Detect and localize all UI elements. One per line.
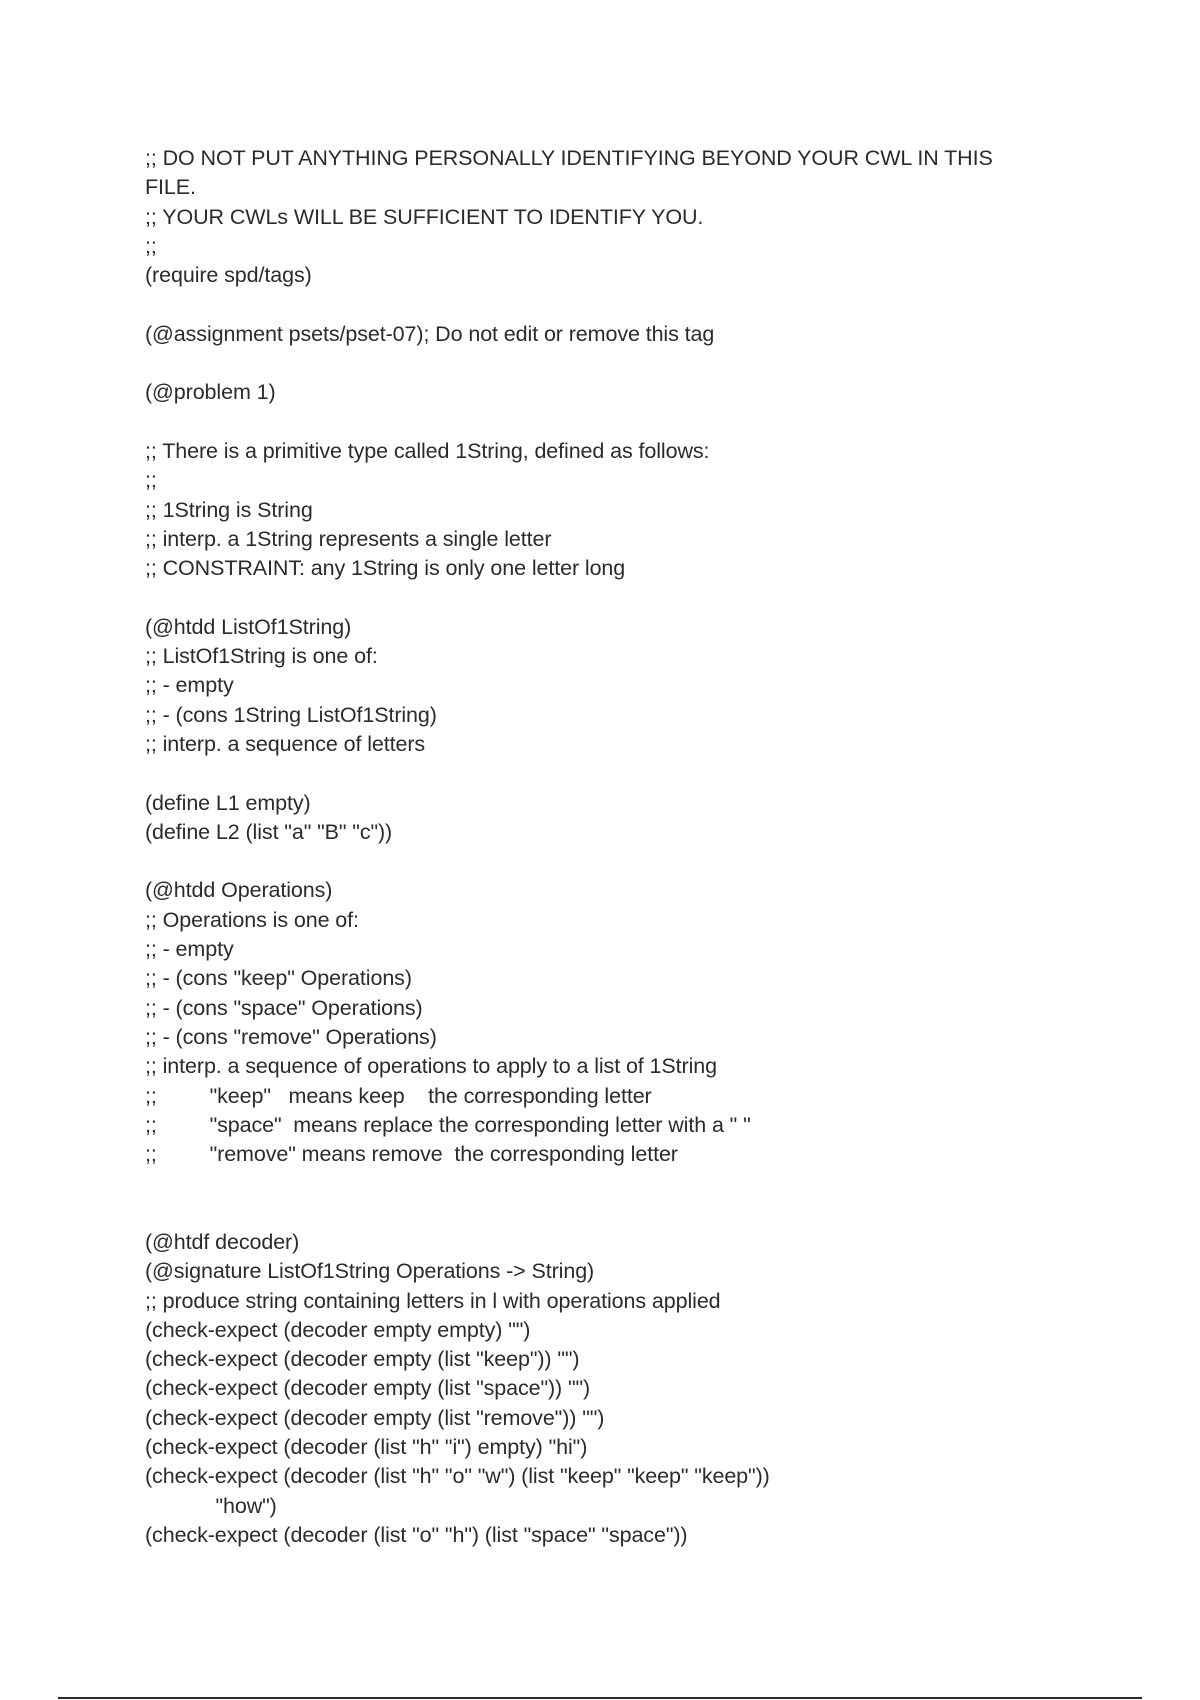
- blank-line: [145, 1199, 1045, 1228]
- comment-line: ;;: [145, 233, 157, 258]
- comment-line: ;; ListOf1String is one of:: [145, 644, 378, 669]
- htdd-tag-line: (@htdd ListOf1String): [145, 614, 352, 639]
- comment-line: ;; - empty: [145, 673, 234, 698]
- blank-line: [145, 583, 1045, 612]
- problem-tag-line: (@problem 1): [145, 380, 276, 405]
- define-line: (define L2 (list "a" "B" "c")): [145, 819, 393, 844]
- check-expect-line: (check-expect (decoder empty (list "keep")) ""): [145, 1347, 580, 1372]
- blank-line: [145, 290, 1045, 319]
- define-line: (define L1 empty): [145, 790, 311, 815]
- purpose-comment-line: ;; produce string containing letters in l with operations applied: [145, 1288, 721, 1313]
- blank-line: [145, 847, 1045, 876]
- blank-line: [145, 349, 1045, 378]
- htdd-tag-line: (@htdd Operations): [145, 878, 333, 903]
- comment-line: ;; - empty: [145, 937, 234, 962]
- require-line: (require spd/tags): [145, 263, 312, 288]
- check-expect-line: (check-expect (decoder (list "h" "o" "w") (list "keep" "keep" "keep")): [145, 1464, 770, 1489]
- comment-line: ;; CONSTRAINT: any 1String is only one letter long: [145, 556, 626, 581]
- comment-line: ;; There is a primitive type called 1String, defined as follows:: [145, 438, 710, 463]
- comment-line: ;; "space" means replace the corresponding letter with a " ": [145, 1112, 751, 1137]
- blank-line: [145, 759, 1045, 788]
- check-expect-line: (check-expect (decoder (list "h" "i") empty) "hi"): [145, 1435, 588, 1460]
- comment-line: ;;: [145, 468, 157, 493]
- comment-line: ;; 1String is String: [145, 497, 313, 522]
- comment-line: ;; DO NOT PUT ANYTHING PERSONALLY IDENTIFYING BEYOND YOUR CWL IN THIS FILE.: [145, 146, 999, 200]
- signature-line: (@signature ListOf1String Operations -> String): [145, 1259, 595, 1284]
- check-expect-continuation-line: "how"): [145, 1493, 277, 1518]
- htdf-tag-line: (@htdf decoder): [145, 1229, 300, 1254]
- comment-line: ;; YOUR CWLs WILL BE SUFFICIENT TO IDENTIFY YOU.: [145, 204, 704, 229]
- check-expect-line: (check-expect (decoder (list "o" "h") (list "space" "space")): [145, 1522, 688, 1547]
- comment-line: ;; "remove" means remove the corresponding letter: [145, 1142, 678, 1167]
- comment-line: ;; Operations is one of:: [145, 907, 359, 932]
- comment-line: ;; - (cons 1String ListOf1String): [145, 702, 437, 727]
- assignment-tag-line: (@assignment psets/pset-07); Do not edit or remove this tag: [145, 321, 715, 346]
- comment-line: ;; interp. a 1String represents a single letter: [145, 526, 552, 551]
- comment-line: ;; "keep" means keep the corresponding letter: [145, 1083, 652, 1108]
- check-expect-line: (check-expect (decoder empty (list "remove")) ""): [145, 1405, 605, 1430]
- check-expect-line: (check-expect (decoder empty (list "space")) ""): [145, 1376, 591, 1401]
- footer-divider: [58, 1697, 1142, 1699]
- comment-line: ;; interp. a sequence of letters: [145, 731, 426, 756]
- comment-line: ;; - (cons "remove" Operations): [145, 1024, 437, 1049]
- code-text-block: [145, 144, 1045, 1550]
- comment-line: ;; - (cons "space" Operations): [145, 995, 423, 1020]
- check-expect-line: (check-expect (decoder empty empty) ""): [145, 1317, 531, 1342]
- comment-line: ;; - (cons "keep" Operations): [145, 966, 412, 991]
- blank-line: [145, 408, 1045, 437]
- comment-line: ;; interp. a sequence of operations to apply to a list of 1String: [145, 1054, 717, 1079]
- blank-line: [145, 1169, 1045, 1198]
